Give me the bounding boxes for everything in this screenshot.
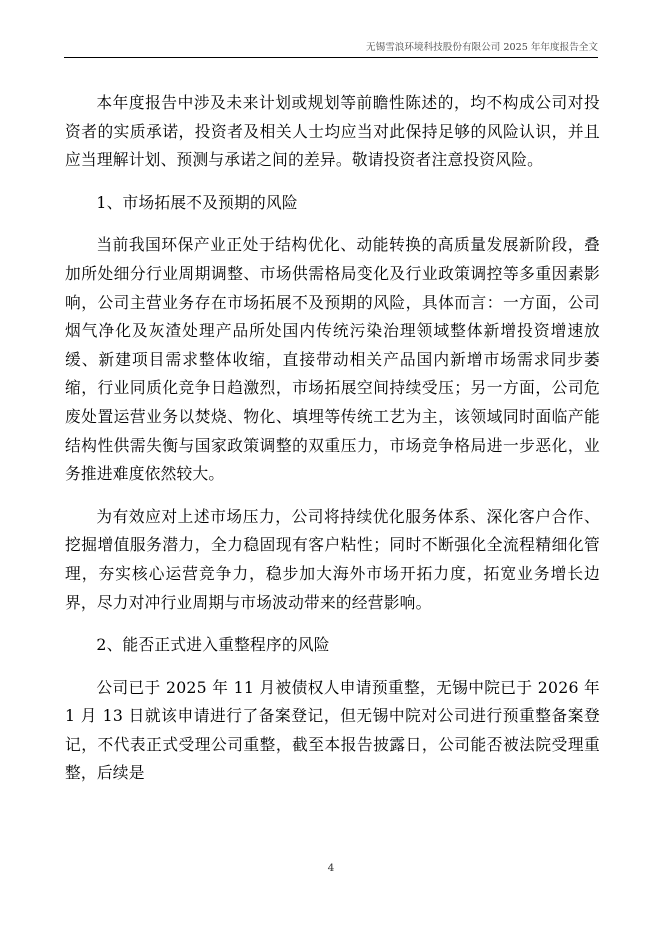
header-title: 无锡雪浪环境科技股份有限公司 2025 年年度报告全文	[366, 42, 598, 53]
document-body	[65, 89, 600, 802]
section-2-paragraph-1: 公司已于 2025 年 11 月被债权人申请预重整，无锡中院已于 2026 年 1 月 13 日就该申请进行了备案登记，但无锡中院对公司进行预重整备案登记，不代表正式受理公司重整，截至本报告披露日，公司能否被法院受理重整，后续是	[65, 677, 600, 783]
intro-paragraph: 本年度报告中涉及未来计划或规划等前瞻性陈述的，均不构成公司对投资者的实质承诺，投资者及相关人士均应当对此保持足够的风险认识，并且应当理解计划、预测与承诺之间的差异。敬请投资者注意投资风险。	[65, 93, 600, 170]
page-header	[64, 37, 598, 58]
section-1-paragraph-1: 当前我国环保产业正处于结构优化、动能转换的高质量发展新阶段，叠加所处细分行业周期调整、市场供需格局变化及行业政策调控等多重因素影响，公司主营业务存在市场拓展不及预期的风险，具体而言：一方面，公司烟气净化及灰渣处理产品所处国内传统污染治理领域整体新增投资增速放缓、新建项目需求整体收缩，直接带动相关产品国内新增市场需求同步萎缩，行业同质化竞争日趋激烈，市场拓展空间持续受压；另一方面，公司危废处置运营业务以焚烧、物化、填埋等传统工艺为主，该领域同时面临产能结构性供需失衡与国家政策调整的双重压力，市场竞争格局进一步恶化，业务推进难度依然较大。	[65, 235, 600, 484]
section-1-paragraph-2: 为有效应对上述市场压力，公司将持续优化服务体系、深化客户合作、挖掘增值服务潜力，全力稳固现有客户粘性；同时不断强化全流程精细化管理，夯实核心运营竞争力，稳步加大海外市场开拓力度，拓宽业务增长边界，尽力对冲行业周期与市场波动带来的经营影响。	[65, 506, 600, 612]
page-number: 4	[327, 862, 335, 874]
section-1-heading: 1、市场拓展不及预期的风险	[96, 192, 298, 212]
section-2-heading: 2、能否正式进入重整程序的风险	[96, 635, 330, 655]
